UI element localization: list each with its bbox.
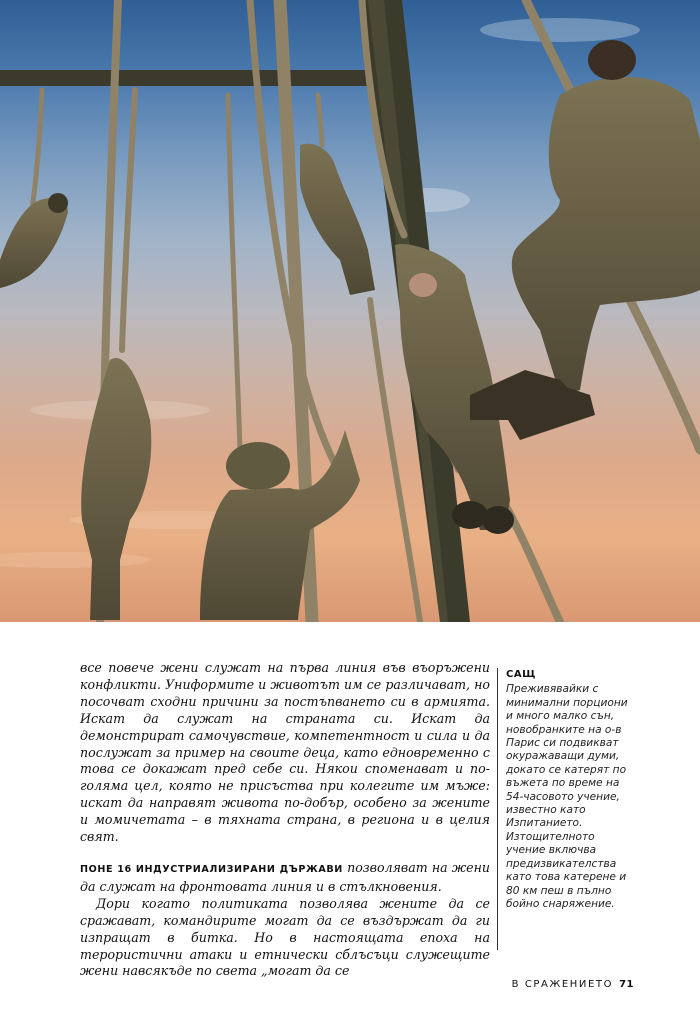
caption-text: Преживявайки с минимални порциони и много малко сън, новобранките на о-в Парис си подвикват окуражаващи думи, докато се катерят по въжета по време на 54-часовото учение, известно като Изпитанието. Изтощителното учение включва предизвикателства като това катерене и 80 км пеш в пълно бойно снаряжение. bbox=[506, 683, 628, 910]
paragraph-2 bbox=[80, 860, 490, 896]
paragraph-1: все повече жени служат на първа линия във въоръжени конфликти. Униформите и животът им се различават, но посочват сходни причини за постъпването си в армията. Искат да служат на страната си. Искат да демонстрират самочувствие, компетентност и сила и да послужат за пример на своите деца, като едновременно с това се докажат пред себе си. Някои споменават и по-голяма цел, която не присъства при колегите им мъже: искат да направят живота по-добър, особено за жените и момичетата – в тяхната страна, в региона и в целия свят. bbox=[80, 660, 490, 845]
lead-in: ПОНЕ 16 ИНДУСТРИАЛИЗИРАНИ ДЪРЖАВИ bbox=[80, 863, 343, 875]
section-name: В СРАЖЕНИЕТО bbox=[511, 979, 614, 990]
paragraph-spacer bbox=[80, 846, 490, 860]
paragraph-3: Дори когато политиката позволява жените да се сражават, командирите могат да се въздържат да ги изпращат в битка. Но в настоящата епоха на терористични атаки и етнически сблъсъци служещите жени навсякъде по света „могат да се bbox=[80, 895, 490, 979]
page-number: 71 bbox=[619, 979, 634, 990]
caption-title: САЩ bbox=[506, 669, 536, 680]
column-divider bbox=[497, 668, 498, 950]
paragraph-2-text: позволяват на жени да служат на фронтовата линия и в стълкновения. bbox=[80, 859, 490, 894]
photo-caption bbox=[506, 668, 634, 911]
page-footer bbox=[512, 979, 634, 990]
article-body bbox=[80, 660, 490, 980]
